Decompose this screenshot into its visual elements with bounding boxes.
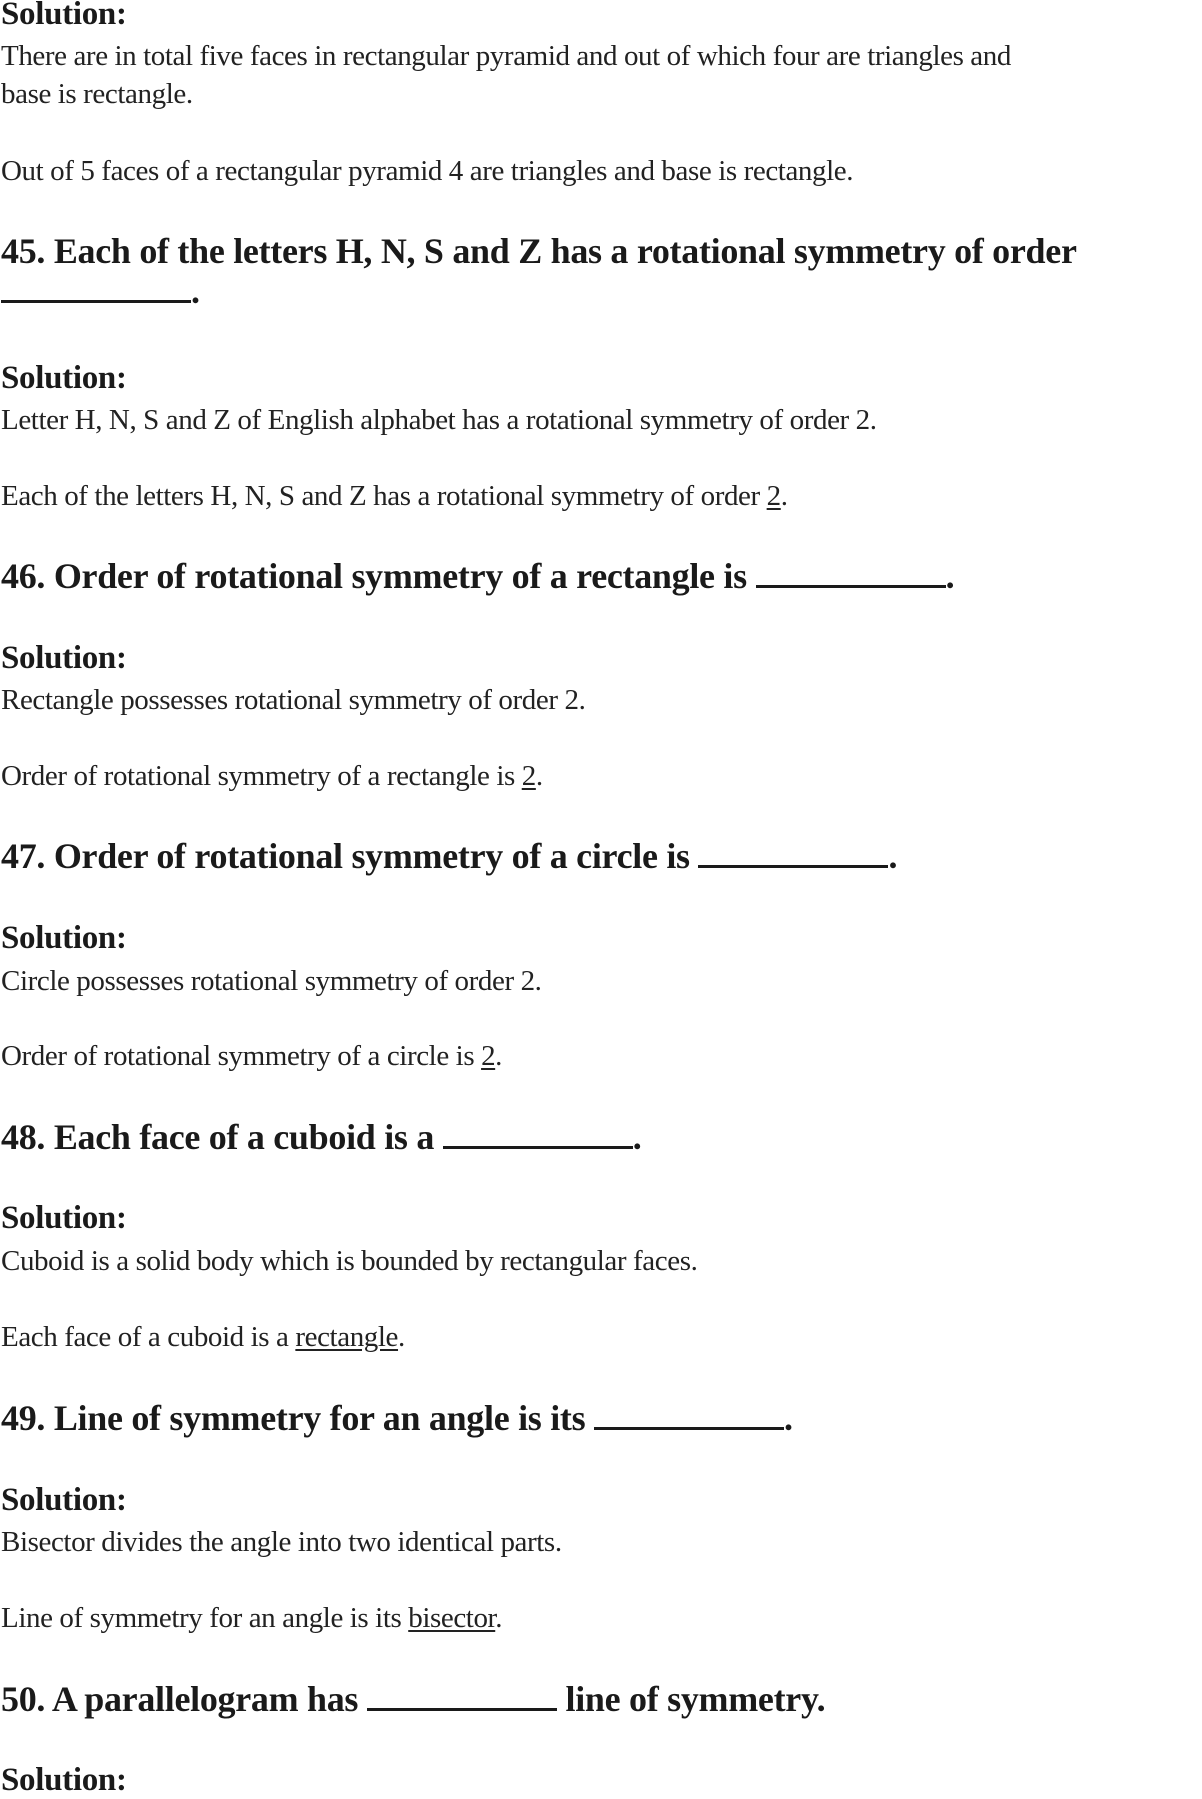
answer-blank (443, 1116, 633, 1149)
question-text: A parallelogram has (51, 1679, 359, 1719)
answer-value: rectangle (295, 1321, 399, 1353)
answer-text: Each face of a cuboid is a (1, 1321, 296, 1353)
solution-heading: Solution: (1, 360, 127, 396)
question-text: Order of rotational symmetry of a circle is (53, 836, 690, 876)
answer-value: bisector (408, 1602, 496, 1634)
solution-heading: Solution: (1, 1482, 127, 1518)
question-text: Each of the letters H, N, S and Z has a rotational symmetry of order (53, 231, 1077, 271)
solution-explanation: Rectangle possesses rotational symmetry of order 2. (1, 684, 586, 716)
solution-heading: Solution: (1, 1762, 127, 1798)
solution-heading: Solution: (1, 1200, 127, 1236)
punctuation: . (495, 1602, 503, 1634)
question-49 (1, 1397, 793, 1439)
answer-value: 2 (481, 1040, 496, 1072)
answer-text: Each of the letters H, N, S and Z has a rotational symmetry of order (1, 480, 767, 512)
solution-explanation: Bisector divides the angle into two identical parts. (1, 1526, 562, 1558)
punctuation: . (535, 760, 543, 792)
solution-heading: Solution: (1, 640, 127, 676)
solution-answer (1, 1600, 502, 1636)
solution-answer (1, 758, 543, 794)
solution-explanation-line: base is rectangle. (1, 78, 193, 110)
question-text: Order of rotational symmetry of a rectangle is (53, 556, 747, 596)
question-number: 47. (1, 836, 46, 876)
solution-heading: Solution: (1, 920, 127, 956)
answer-text: Line of symmetry for an angle is its (1, 1602, 409, 1634)
punctuation: . (495, 1040, 503, 1072)
solution-answer: Out of 5 faces of a rectangular pyramid 4 are triangles and base is rectangle. (1, 155, 854, 187)
question-text: Each face of a cuboid is a (53, 1117, 435, 1157)
punctuation: . (780, 480, 788, 512)
solution-heading: Solution: (1, 0, 127, 32)
solution-explanation: Circle possesses rotational symmetry of order 2. (1, 965, 542, 997)
question-number: 45. (1, 231, 46, 271)
question-50 (1, 1678, 825, 1720)
punctuation: . (632, 1117, 642, 1157)
punctuation: . (784, 1398, 793, 1438)
question-number: 49. (1, 1398, 46, 1438)
solution-explanation: Letter H, N, S and Z of English alphabet has a rotational symmetry of order 2. (1, 404, 877, 436)
punctuation: . (945, 556, 955, 596)
answer-blank (756, 555, 946, 588)
answer-blank (1, 270, 191, 303)
question-number: 50. (1, 1679, 46, 1719)
solution-explanation-line: There are in total five faces in rectangular pyramid and out of which four are triangles and (1, 40, 1011, 72)
solution-answer (1, 478, 788, 514)
answer-value: 2 (521, 760, 536, 792)
answer-text: Order of rotational symmetry of a rectangle is (1, 760, 522, 792)
solution-explanation: Cuboid is a solid body which is bounded by rectangular faces. (1, 1245, 698, 1277)
question-number: 46. (1, 556, 46, 596)
question-45 (1, 230, 1077, 272)
punctuation: . (398, 1321, 405, 1353)
answer-text: Order of rotational symmetry of a circle is (1, 1040, 482, 1072)
question-45-blank-line (1, 270, 200, 312)
question-47 (1, 835, 897, 877)
punctuation: . (888, 836, 898, 876)
punctuation: . (191, 271, 200, 311)
question-number: 48. (1, 1117, 46, 1157)
solution-answer (1, 1319, 405, 1355)
answer-blank (594, 1397, 784, 1430)
answer-blank (367, 1678, 557, 1711)
answer-blank (698, 835, 888, 868)
solution-answer (1, 1038, 502, 1074)
question-46 (1, 555, 954, 597)
answer-value: 2 (766, 480, 781, 512)
question-text: Line of symmetry for an angle is its (53, 1398, 586, 1438)
question-text-suffix: line of symmetry. (556, 1679, 826, 1719)
question-48 (1, 1116, 641, 1158)
